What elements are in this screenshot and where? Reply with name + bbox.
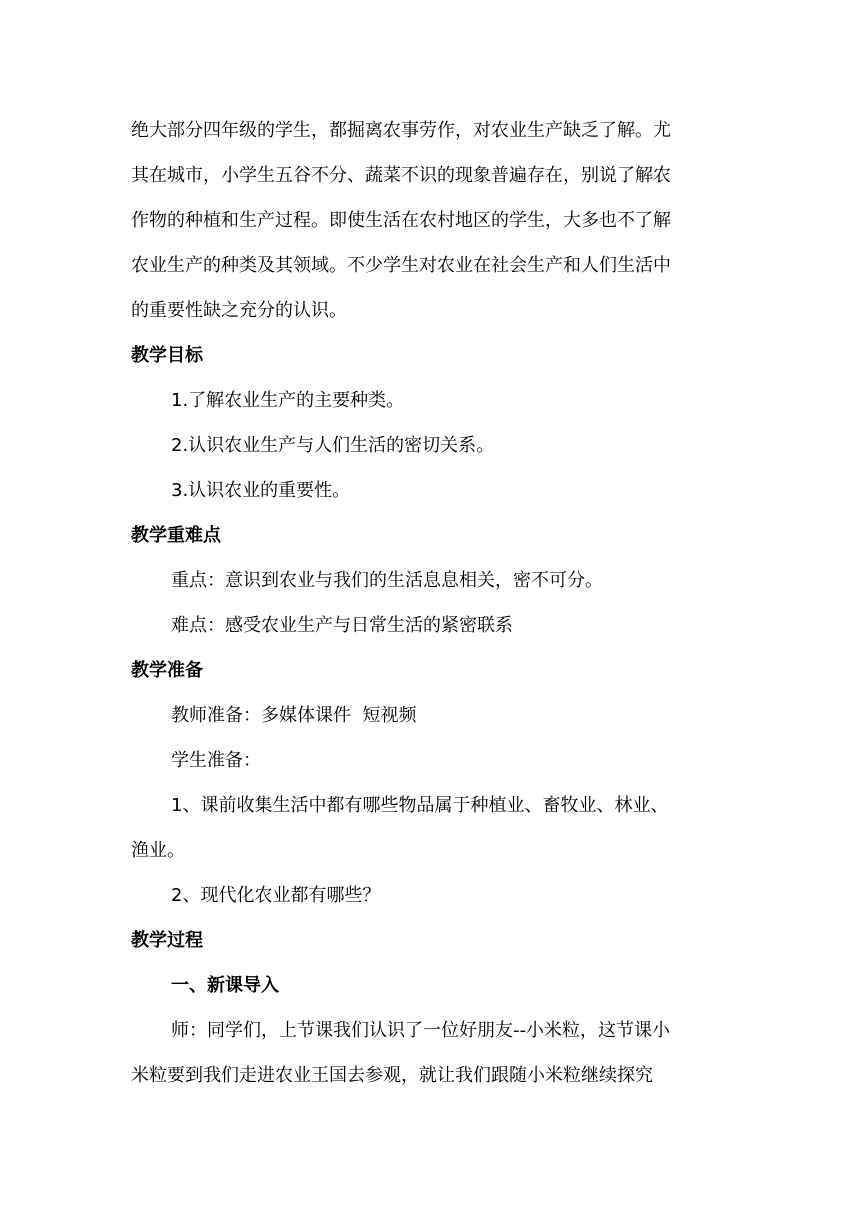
preparation-item-1-line-2: 渔业。 bbox=[131, 840, 185, 861]
goal-item-1: 1.了解农业生产的主要种类。 bbox=[171, 390, 405, 411]
process-heading: 教学过程 bbox=[131, 930, 203, 951]
preparation-item-2: 2、现代化农业都有哪些？ bbox=[171, 885, 381, 906]
goal-item-3: 3.认识农业的重要性。 bbox=[171, 480, 351, 501]
intro-line-5: 的重要性缺之充分的认识。 bbox=[131, 300, 347, 321]
intro-line-3: 作物的种植和生产过程。即使生活在农村地区的学生，大多也不了解 bbox=[131, 210, 671, 231]
intro-line-1: 绝大部分四年级的学生，都掘离农事劳作，对农业生产缺乏了解。尤 bbox=[131, 120, 671, 141]
goal-item-2: 2.认识农业生产与人们生活的密切关系。 bbox=[171, 435, 495, 456]
document-page bbox=[131, 108, 731, 1098]
goals-heading: 教学目标 bbox=[131, 345, 203, 366]
key-point-item-2: 难点：感受农业生产与日常生活的紧密联系 bbox=[171, 615, 513, 636]
intro-line-4: 农业生产的种类及其领域。不少学生对农业在社会生产和人们生活中 bbox=[131, 255, 671, 276]
student-preparation: 学生准备： bbox=[171, 750, 261, 771]
key-points-heading: 教学重难点 bbox=[131, 525, 221, 546]
process-subheading: 一、新课导入 bbox=[171, 975, 279, 996]
teacher-preparation: 教师准备：多媒体课件 短视频 bbox=[171, 705, 417, 726]
preparation-heading: 教学准备 bbox=[131, 660, 203, 681]
preparation-item-1-line-1: 1、课前收集生活中都有哪些物品属于种植业、畜牧业、林业、 bbox=[171, 795, 669, 816]
key-point-item-1: 重点：意识到农业与我们的生活息息相关，密不可分。 bbox=[171, 570, 603, 591]
intro-line-2: 其在城市，小学生五谷不分、蔬菜不识的现象普遍存在，别说了解农 bbox=[131, 165, 671, 186]
process-line-1: 师：同学们，上节课我们认识了一位好朋友--小米粒，这节课小 bbox=[171, 1020, 670, 1041]
process-line-2: 米粒要到我们走进农业王国去参观，就让我们跟随小米粒继续探究 bbox=[131, 1065, 653, 1086]
